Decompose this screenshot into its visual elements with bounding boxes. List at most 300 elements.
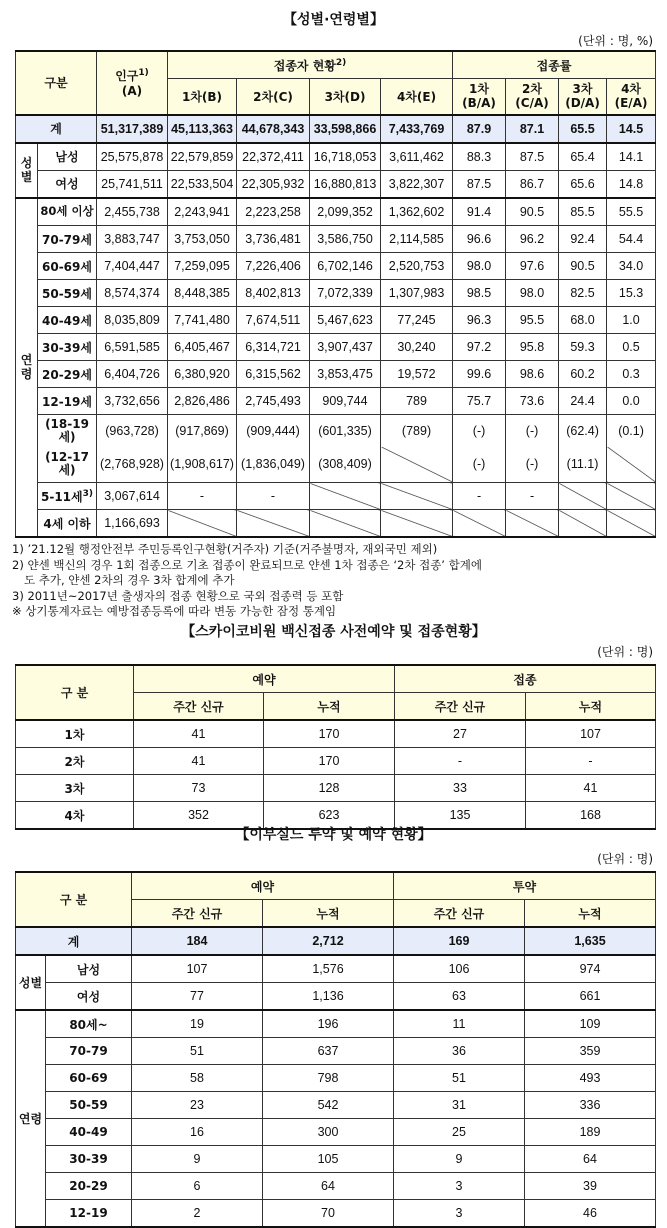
table3 (15, 871, 656, 1228)
cell: 196 (263, 1010, 394, 1038)
cell: 170 (264, 748, 395, 775)
cell: 3,067,614 (97, 483, 168, 510)
cell: 96.3 (453, 307, 506, 334)
cell: 184 (132, 927, 263, 955)
cell: 41 (134, 748, 264, 775)
cell: (909,444) (237, 415, 310, 447)
footnote: 2) 얀센 백신의 경우 1회 접종으로 기초 접종이 완료되므로 얀센 1차 접종은 ‘2차 접종’ 합계에 (12, 557, 482, 572)
empty-cell (607, 510, 656, 538)
cell: (11.1) (559, 447, 607, 483)
section-skycovione (0, 622, 667, 830)
row-label: 3차 (16, 775, 134, 802)
footnote-marker: 2) (335, 57, 347, 68)
cell: 22,579,859 (168, 143, 237, 171)
header-cumulative: 누적 (264, 693, 395, 721)
cell: 9 (132, 1146, 263, 1173)
cell: 86.7 (506, 170, 559, 198)
cell: 8,448,385 (168, 280, 237, 307)
cell: 7,259,095 (168, 253, 237, 280)
row-label: 12-19 (46, 1200, 132, 1228)
cell: 7,741,480 (168, 307, 237, 334)
cell: (1,908,617) (168, 447, 237, 483)
header-gubun: 구 분 (16, 665, 134, 720)
table-row-sub (16, 447, 656, 483)
cell: 7,433,769 (381, 115, 453, 143)
cell: 493 (525, 1065, 656, 1092)
table-row (16, 1146, 656, 1173)
cell: 1,307,983 (381, 280, 453, 307)
cell: 16,718,053 (310, 143, 381, 171)
cell: 22,533,504 (168, 170, 237, 198)
footnote: 3) 2011년~2017년 출생자의 접종 현황으로 국외 접종력 등 포함 (12, 588, 344, 603)
table3-unit: (단위 : 명) (597, 852, 653, 866)
group-label-sex: 성별 (16, 955, 46, 1010)
cell: - (237, 483, 310, 510)
cell: 75.7 (453, 388, 506, 415)
row-label: 계 (16, 927, 132, 955)
row-label: 2차 (16, 748, 134, 775)
header-population (97, 51, 168, 115)
cell: 97.6 (506, 253, 559, 280)
cell: (0.1) (607, 415, 656, 447)
table-row (16, 334, 656, 361)
cell: 95.5 (506, 307, 559, 334)
empty-cell (506, 510, 559, 538)
row-label: 12-19세 (38, 388, 97, 415)
footnote: 1) ’21.12월 행정안전부 주민등록인구현황(거주자) 기준(거주불명자, 재외국민 제외) (12, 542, 438, 556)
cell: 99.6 (453, 361, 506, 388)
header-rate: 접종률 (453, 51, 656, 79)
cell: 98.0 (506, 280, 559, 307)
footnotes (0, 542, 667, 620)
row-label: 60-69세 (38, 253, 97, 280)
cell: (789) (381, 415, 453, 447)
cell: 39 (525, 1173, 656, 1200)
cell: 106 (394, 955, 525, 983)
empty-cell (607, 483, 656, 510)
cell: 3,611,462 (381, 143, 453, 171)
row-label: 40-49세 (38, 307, 97, 334)
table-row (16, 1010, 656, 1038)
row-label: 계 (16, 115, 97, 143)
cell: 2,455,738 (97, 198, 168, 226)
cell: (-) (453, 447, 506, 483)
cell: 77,245 (381, 307, 453, 334)
cell: 15.3 (607, 280, 656, 307)
cell: 92.4 (559, 226, 607, 253)
cell: 34.0 (607, 253, 656, 280)
cell: 0.0 (607, 388, 656, 415)
cell: 16 (132, 1119, 263, 1146)
cell: (601,335) (310, 415, 381, 447)
row-label: 1차 (16, 720, 134, 748)
cell: 70 (263, 1200, 394, 1228)
header-vaccinated-label: 접종자 현황 (273, 58, 336, 73)
cell: 8,035,809 (97, 307, 168, 334)
cell: 1,362,602 (381, 198, 453, 226)
table-row (16, 1200, 656, 1228)
cell: 6,380,920 (168, 361, 237, 388)
header-rate3-bottom: (D/A) (565, 96, 600, 111)
row-label: 남성 (46, 955, 132, 983)
empty-cell (607, 447, 656, 483)
cell: 336 (525, 1092, 656, 1119)
table-row (16, 307, 656, 334)
table-row (16, 1173, 656, 1200)
cell: - (395, 748, 526, 775)
row-label: 20-29 (46, 1173, 132, 1200)
table2 (15, 664, 656, 830)
cell: 189 (525, 1119, 656, 1146)
header-rate2-bottom: (C/A) (515, 96, 549, 111)
table-row (16, 1092, 656, 1119)
cell: 3,907,437 (310, 334, 381, 361)
cell: 95.8 (506, 334, 559, 361)
header-population-label: 인구 (115, 69, 139, 84)
cell: 2,099,352 (310, 198, 381, 226)
cell: 6,405,467 (168, 334, 237, 361)
cell: 798 (263, 1065, 394, 1092)
empty-cell (381, 483, 453, 510)
cell: 1,576 (263, 955, 394, 983)
header-rate4-top: 4차 (621, 82, 642, 97)
cell: 3 (394, 1200, 525, 1228)
cell: (-) (506, 415, 559, 447)
cell: 2,520,753 (381, 253, 453, 280)
cell: 7,072,339 (310, 280, 381, 307)
cell: 789 (381, 388, 453, 415)
cell: 25,575,878 (97, 143, 168, 171)
empty-cell (310, 510, 381, 538)
header-reservation: 예약 (134, 665, 395, 693)
table-row (16, 1119, 656, 1146)
cell: 33,598,866 (310, 115, 381, 143)
cell: 64 (525, 1146, 656, 1173)
cell: (-) (453, 415, 506, 447)
cell: 16,880,813 (310, 170, 381, 198)
header-vaccination: 접종 (395, 665, 656, 693)
cell: 77 (132, 983, 263, 1011)
cell: 14.1 (607, 143, 656, 171)
cell: 96.2 (506, 226, 559, 253)
table2-title: 【스카이코비원 백신접종 사전예약 및 접종현황】 (181, 624, 486, 640)
header-dose1: 1차(B) (168, 79, 237, 115)
header-weekly: 주간 신규 (132, 900, 263, 928)
cell: (917,869) (168, 415, 237, 447)
cell: 73 (134, 775, 264, 802)
table-row (16, 748, 656, 775)
row-label: (12-17세) (38, 447, 97, 483)
cell: 6,314,721 (237, 334, 310, 361)
cell: - (506, 483, 559, 510)
cell: 909,744 (310, 388, 381, 415)
cell: (2,768,928) (97, 447, 168, 483)
row-label: 70-79세 (38, 226, 97, 253)
cell: 33 (395, 775, 526, 802)
row-label: 50-59 (46, 1092, 132, 1119)
header-vaccinated (168, 51, 453, 79)
group-label-age: 연령 (16, 1010, 46, 1227)
header-rate1-bottom: (B/A) (462, 96, 496, 111)
cell: 45,113,363 (168, 115, 237, 143)
row-label: 80세~ (46, 1010, 132, 1038)
header-population-sub: (A) (121, 84, 143, 99)
cell: (-) (506, 447, 559, 483)
cell: 51,317,389 (97, 115, 168, 143)
cell: 60.2 (559, 361, 607, 388)
cell: 637 (263, 1038, 394, 1065)
cell: 14.8 (607, 170, 656, 198)
cell: 27 (395, 720, 526, 748)
header-rate3 (559, 79, 607, 115)
cell: 109 (525, 1010, 656, 1038)
cell: 135 (395, 802, 526, 830)
cell: (308,409) (310, 447, 381, 483)
cell: 19,572 (381, 361, 453, 388)
header-cumulative: 누적 (526, 693, 656, 721)
table-row (16, 955, 656, 983)
table1-unit: (단위 : 명, %) (578, 34, 653, 48)
cell: 23 (132, 1092, 263, 1119)
cell: 5,467,623 (310, 307, 381, 334)
table-row (16, 510, 656, 538)
cell: 87.5 (506, 143, 559, 171)
cell: 3,586,750 (310, 226, 381, 253)
cell: 41 (134, 720, 264, 748)
header-administration: 투약 (394, 872, 656, 900)
cell: 107 (132, 955, 263, 983)
row-label: 60-69 (46, 1065, 132, 1092)
cell: 90.5 (506, 198, 559, 226)
cell: 974 (525, 955, 656, 983)
empty-cell (381, 447, 453, 483)
header-gubun: 구 분 (16, 872, 132, 927)
cell: 3,753,050 (168, 226, 237, 253)
table-row-sub (16, 415, 656, 447)
cell: 1,166,693 (97, 510, 168, 538)
empty-cell (237, 510, 310, 538)
cell: 98.6 (506, 361, 559, 388)
cell: 65.4 (559, 143, 607, 171)
header-gubun: 구분 (16, 51, 97, 115)
cell: 87.9 (453, 115, 506, 143)
empty-cell (559, 483, 607, 510)
cell: 22,305,932 (237, 170, 310, 198)
cell: 88.3 (453, 143, 506, 171)
cell: 44,678,343 (237, 115, 310, 143)
table-row (16, 483, 656, 510)
row-label: 남성 (38, 143, 97, 171)
cell: 91.4 (453, 198, 506, 226)
cell: 2,712 (263, 927, 394, 955)
table-row (16, 361, 656, 388)
cell: 65.5 (559, 115, 607, 143)
cell: 31 (394, 1092, 525, 1119)
cell: 0.5 (607, 334, 656, 361)
cell: 3,732,656 (97, 388, 168, 415)
cell: 8,574,374 (97, 280, 168, 307)
table-row (16, 983, 656, 1011)
table1 (15, 50, 656, 538)
cell: 170 (264, 720, 395, 748)
cell: 46 (525, 1200, 656, 1228)
cell: 73.6 (506, 388, 559, 415)
header-weekly: 주간 신규 (134, 693, 264, 721)
cell: 107 (526, 720, 656, 748)
table3-title: 【이부실드 투약 및 예약 현황】 (235, 827, 432, 843)
cell: 63 (394, 983, 525, 1011)
cell: 90.5 (559, 253, 607, 280)
cell: 1,136 (263, 983, 394, 1011)
cell: 22,372,411 (237, 143, 310, 171)
header-dose2: 2차(C) (237, 79, 310, 115)
table-row (16, 226, 656, 253)
cell: 6,404,726 (97, 361, 168, 388)
cell: 7,404,447 (97, 253, 168, 280)
footnote-marker: 1) (138, 68, 149, 79)
cell: - (453, 483, 506, 510)
cell: 8,402,813 (237, 280, 310, 307)
row-label: 20-29세 (38, 361, 97, 388)
cell: 2,243,941 (168, 198, 237, 226)
header-weekly: 주간 신규 (394, 900, 525, 928)
cell: (1,836,049) (237, 447, 310, 483)
cell: 97.2 (453, 334, 506, 361)
cell: 59.3 (559, 334, 607, 361)
cell: 128 (264, 775, 395, 802)
cell: 58 (132, 1065, 263, 1092)
empty-cell (381, 510, 453, 538)
table-row-total (16, 927, 656, 955)
header-rate3-top: 3차 (572, 82, 593, 97)
cell: 25,741,511 (97, 170, 168, 198)
cell: 3,736,481 (237, 226, 310, 253)
row-label: 40-49 (46, 1119, 132, 1146)
cell: 6,315,562 (237, 361, 310, 388)
cell: 3,853,475 (310, 361, 381, 388)
cell: (963,728) (97, 415, 168, 447)
row-label: 30-39세 (38, 334, 97, 361)
section-evusheld (0, 825, 667, 1228)
cell: 2,223,258 (237, 198, 310, 226)
row-label (38, 483, 97, 510)
header-rate2-top: 2차 (522, 82, 542, 97)
cell: 25 (394, 1119, 525, 1146)
cell: 3,883,747 (97, 226, 168, 253)
table-row-total (16, 115, 656, 143)
table-row (16, 170, 656, 198)
row-label: 4세 이하 (38, 510, 97, 538)
table-row (16, 775, 656, 802)
cell: 1.0 (607, 307, 656, 334)
cell: - (168, 483, 237, 510)
cell: - (526, 748, 656, 775)
cell: 41 (526, 775, 656, 802)
row-label: 30-39 (46, 1146, 132, 1173)
cell: 3,822,307 (381, 170, 453, 198)
table-row (16, 388, 656, 415)
empty-cell (453, 510, 506, 538)
header-cumulative: 누적 (263, 900, 394, 928)
footnote-marker: 3) (82, 488, 93, 499)
table-row (16, 253, 656, 280)
row-label: 70-79 (46, 1038, 132, 1065)
cell: 105 (263, 1146, 394, 1173)
empty-cell (168, 510, 237, 538)
row-label: 여성 (46, 983, 132, 1011)
cell: 65.6 (559, 170, 607, 198)
cell: 96.6 (453, 226, 506, 253)
row-label: 여성 (38, 170, 97, 198)
footnote: 도 추가, 얀센 2차의 경우 3차 합계에 추가 (24, 573, 235, 587)
row-label-text: 5-11세 (40, 489, 83, 504)
footnote: ※ 상기통계자료는 예방접종등록에 따라 변동 가능한 잠정 통계임 (12, 604, 337, 618)
header-dose4: 4차(E) (381, 79, 453, 115)
cell: 6 (132, 1173, 263, 1200)
cell: 623 (264, 802, 395, 830)
table-row (16, 720, 656, 748)
cell: 54.4 (607, 226, 656, 253)
header-reservation: 예약 (132, 872, 394, 900)
header-rate4-bottom: (E/A) (614, 96, 648, 111)
cell: 2 (132, 1200, 263, 1228)
table-row (16, 143, 656, 171)
header-rate2 (506, 79, 559, 115)
header-rate1-top: 1차 (469, 82, 489, 97)
table-row (16, 1038, 656, 1065)
cell: 68.0 (559, 307, 607, 334)
cell: 0.3 (607, 361, 656, 388)
header-rate1 (453, 79, 506, 115)
cell: 168 (526, 802, 656, 830)
cell: 9 (394, 1146, 525, 1173)
table-row (16, 198, 656, 226)
group-label-age: 연령 (16, 198, 38, 538)
cell: 19 (132, 1010, 263, 1038)
header-cumulative: 누적 (525, 900, 656, 928)
cell: 82.5 (559, 280, 607, 307)
cell: 3 (394, 1173, 525, 1200)
cell: 55.5 (607, 198, 656, 226)
header-dose3: 3차(D) (310, 79, 381, 115)
cell: 359 (525, 1038, 656, 1065)
cell: 85.5 (559, 198, 607, 226)
cell: 51 (394, 1065, 525, 1092)
cell: 169 (394, 927, 525, 955)
cell: 7,226,406 (237, 253, 310, 280)
cell: 661 (525, 983, 656, 1011)
cell: 64 (263, 1173, 394, 1200)
table1-title: 【성별·연령별】 (283, 12, 384, 28)
cell: 87.5 (453, 170, 506, 198)
row-label: (18-19세) (38, 415, 97, 447)
empty-cell (559, 510, 607, 538)
cell: (62.4) (559, 415, 607, 447)
cell: 542 (263, 1092, 394, 1119)
cell: 30,240 (381, 334, 453, 361)
table-row (16, 280, 656, 307)
group-label-sex: 성별 (16, 143, 38, 198)
header-weekly: 주간 신규 (395, 693, 526, 721)
cell: 352 (134, 802, 264, 830)
cell: 2,826,486 (168, 388, 237, 415)
cell: 14.5 (607, 115, 656, 143)
cell: 2,745,493 (237, 388, 310, 415)
cell: 87.1 (506, 115, 559, 143)
cell: 98.0 (453, 253, 506, 280)
table-row (16, 1065, 656, 1092)
cell: 2,114,585 (381, 226, 453, 253)
